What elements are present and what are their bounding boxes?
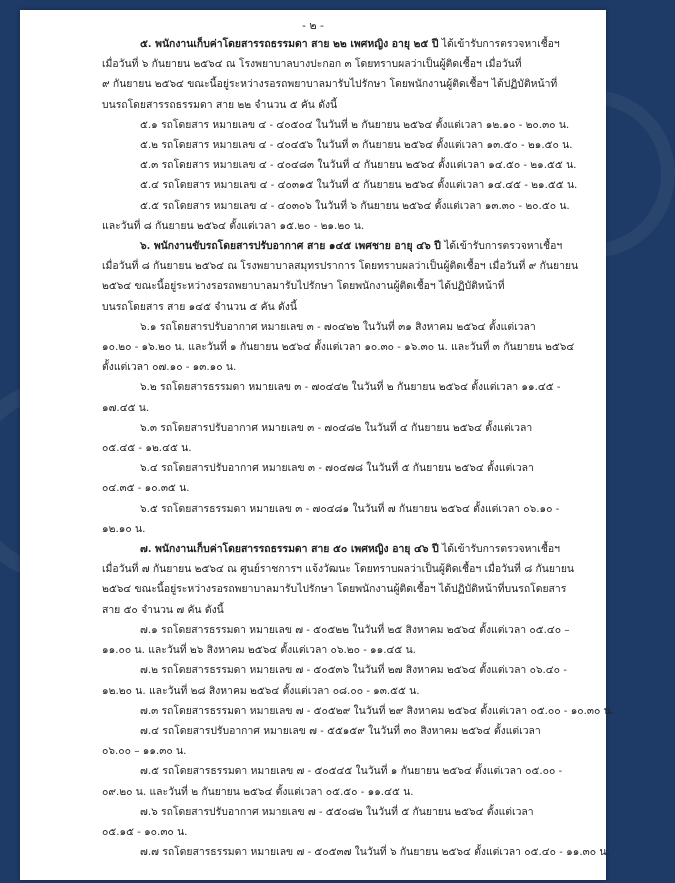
bus-item: ๕.๔ รถโดยสาร หมายเลข ๔ - ๔๐๓๑๕ ในวันที่ ๕ กันยายน ๒๕๖๔ ตั้งแต่เวลา ๑๔.๔๕ - ๒๑.๕๕ น. — [140, 179, 578, 192]
section-body-line: ๒๕๖๔ ขณะนี้อยู่ระหว่างรอรถพยาบาลมารับไปรักษา โดยพนักงานผู้ติดเชื้อฯ ได้ปฏิบัติหน้าที่บนรถโดยสาร — [102, 583, 567, 596]
section-body-line: เมื่อวันที่ ๖ กันยายน ๒๕๖๔ ณ โรงพยาบาลบางปะกอก ๓ โดยทราบผลว่าเป็นผู้ติดเชื้อฯ เมื่อวันที่ — [102, 58, 522, 71]
bus-item: ๗.๔ รถโดยสารปรับอากาศ หมายเลข ๗ - ๕๕๑๕๙ ในวันที่ ๓๐ สิงหาคม ๒๕๖๔ ตั้งแต่เวลา — [140, 724, 541, 737]
section-body-line: สาย ๕๐ จำนวน ๗ คัน ดังนี้ — [102, 603, 224, 616]
bus-item: ๖.๑ รถโดยสารปรับอากาศ หมายเลข ๓ - ๗๐๔๒๒ ในวันที่ ๓๑ สิงหาคม ๒๕๖๔ ตั้งแต่เวลา — [140, 320, 536, 333]
page-number: - ๒ - — [302, 19, 324, 32]
bus-item-continuation: ๑๑.๐๐ น. และวันที่ ๒๖ สิงหาคม ๒๕๖๔ ตั้งแต่เวลา ๐๖.๒๐ - ๑๑.๔๕ น. — [102, 644, 416, 657]
section-body-line: บนรถโดยสารรถธรรมดา สาย ๒๒ จำนวน ๕ คัน ดังนี้ — [102, 98, 338, 111]
bus-item-continuation: ๑๐.๒๐ - ๑๖.๒๐ น. และวันที่ ๑ กันยายน ๒๕๖๔ ตั้งแต่เวลา ๑๐.๓๐ - ๑๖.๓๐ น. และวันที่ ๓ กันยายน ๒๕๖๔ — [102, 341, 575, 354]
section-trailer: และวันที่ ๘ กันยายน ๒๕๖๔ ตั้งแต่เวลา ๑๕.๒๐ - ๒๑.๒๐ น. — [102, 219, 365, 232]
bus-item: ๕.๒ รถโดยสาร หมายเลข ๔ - ๔๐๔๕๖ ในวันที่ ๓ กันยายน ๒๕๖๔ ตั้งแต่เวลา ๑๓.๕๐ - ๒๑.๕๐ น. — [140, 139, 573, 152]
document-page — [20, 10, 615, 880]
section-header-text: ได้เข้ารับการตรวจหาเชื้อฯ — [440, 240, 563, 253]
section-body-line: ๒๕๖๔ ขณะนี้อยู่ระหว่างรอรถพยาบาลมารับไปรักษา โดยพนักงานผู้ติดเชื้อฯ ได้ปฏิบัติหน้าที่ — [102, 280, 505, 293]
bus-item: ๗.๓ รถโดยสารธรรมดา หมายเลข ๗ - ๕๐๕๒๙ ในวันที่ ๒๙ สิงหาคม ๒๕๖๔ ตั้งแต่เวลา ๐๕.๐๐ - ๑๐.๓๐ น. — [140, 704, 615, 717]
bus-item: ๗.๑ รถโดยสารธรรมดา หมายเลข ๗ - ๕๐๕๒๒ ในวันที่ ๒๕ สิงหาคม ๒๕๖๔ ตั้งแต่เวลา ๐๕.๔๐ – — [140, 623, 570, 636]
section-header-bold: ๗. พนักงานเก็บค่าโดยสารรถธรรมดา สาย ๕๐ เพศหญิง อายุ ๔๖ ปี — [140, 543, 439, 556]
bus-item-continuation: ๐๖.๐๐ – ๑๑.๓๐ น. — [102, 745, 187, 758]
bus-item: ๕.๓ รถโดยสาร หมายเลข ๔ - ๔๐๔๘๓ ในวันที่ ๔ กันยายน ๒๕๖๔ ตั้งแต่เวลา ๑๔.๕๐ - ๒๑.๕๕ น. — [140, 159, 577, 172]
bus-item-continuation: ๐๕.๔๕ - ๑๒.๔๕ น. — [102, 442, 192, 455]
bus-item-continuation: ๑๗.๔๕ น. — [102, 401, 150, 414]
section-header-bold: ๕. พนักงานเก็บค่าโดยสารรถธรรมดา สาย ๒๒ เพศหญิง อายุ ๒๕ ปี — [140, 38, 439, 50]
bus-item: ๖.๒ รถโดยสารธรรมดา หมายเลข ๓ - ๗๐๔๔๒ ในวันที่ ๒ กันยายน ๒๕๖๔ ตั้งแต่เวลา ๑๑.๔๕ - — [140, 381, 561, 394]
bus-item: ๕.๑ รถโดยสาร หมายเลข ๔ - ๔๐๕๐๔ ในวันที่ ๒ กันยายน ๒๕๖๔ ตั้งแต่เวลา ๑๒.๑๐ - ๒๐.๓๐ น. — [140, 118, 570, 131]
bus-item-continuation: ๐๕.๑๕ - ๑๐.๓๐ น. — [102, 825, 188, 838]
bus-item-continuation: ๐๔.๓๕ - ๑๐.๓๕ น. — [102, 482, 190, 495]
bus-item: ๕.๕ รถโดยสาร หมายเลข ๔ - ๔๐๓๐๖ ในวันที่ ๖ กันยายน ๒๕๖๔ ตั้งแต่เวลา ๑๓.๓๐ - ๒๐.๕๐ น. — [140, 199, 570, 212]
bus-item-continuation: ๐๙.๒๐ น. และวันที่ ๒ กันยายน ๒๕๖๔ ตั้งแต่เวลา ๐๕.๕๐ - ๑๑.๔๕ น. — [102, 785, 414, 798]
bus-item-continuation: ตั้งแต่เวลา ๐๗.๑๐ - ๑๓.๑๐ น. — [102, 361, 237, 374]
section-body-line: เมื่อวันที่ ๘ กันยายน ๒๕๖๔ ณ โรงพยาบาลสมุทรปราการ โดยทราบผลว่าเป็นผู้ติดเชื้อฯ เมื่อวันที่ ๙ กันยายน — [102, 260, 579, 273]
document-content — [20, 30, 615, 862]
bus-item-continuation: ๑๒.๒๐ น. และวันที่ ๒๘ สิงหาคม ๒๕๖๔ ตั้งแต่เวลา ๐๘.๐๐ - ๑๓.๕๕ น. — [102, 684, 420, 697]
bus-item: ๗.๖ รถโดยสารปรับอากาศ หมายเลข ๗ - ๕๕๐๘๒ ในวันที่ ๕ กันยายน ๒๕๖๔ ตั้งแต่เวลา — [140, 805, 534, 818]
section-header-text: ได้เข้ารับการตรวจหาเชื้อฯ — [438, 543, 560, 556]
section-header — [102, 236, 564, 256]
bus-item: ๖.๕ รถโดยสารธรรมดา หมายเลข ๓ - ๗๐๔๘๑ ในวันที่ ๗ กันยายน ๒๕๖๔ ตั้งแต่เวลา ๐๖.๑๐ - — [140, 502, 560, 515]
section-header — [102, 539, 564, 559]
section-header — [102, 34, 564, 54]
section-header-bold: ๖. พนักงานขับรถโดยสารปรับอากาศ สาย ๑๔๕ เพศชาย อายุ ๔๖ ปี — [140, 240, 441, 253]
bus-item: ๗.๕ รถโดยสารธรรมดา หมายเลข ๗ - ๕๐๕๔๕ ในวันที่ ๑ กันยายน ๒๕๖๔ ตั้งแต่เวลา ๐๕.๐๐ - — [140, 765, 563, 778]
bus-item: ๖.๓ รถโดยสารปรับอากาศ หมายเลข ๓ - ๗๐๔๘๒ ในวันที่ ๔ กันยายน ๒๕๖๔ ตั้งแต่เวลา — [140, 421, 533, 434]
section-body-line: เมื่อวันที่ ๗ กันยายน ๒๕๖๔ ณ ศูนย์ราชการฯ แจ้งวัฒนะ โดยทราบผลว่าเป็นผู้ติดเชื้อฯ เมื่อวันที่ ๘ กันยายน — [102, 563, 575, 576]
section-header-text: ได้เข้ารับการตรวจหาเชื้อฯ — [438, 38, 560, 50]
section-body-line: บนรถโดยสาร สาย ๑๔๕ จำนวน ๕ คัน ดังนี้ — [102, 300, 297, 313]
bus-item: ๗.๗ รถโดยสารธรรมดา หมายเลข ๗ - ๕๐๕๓๗ ในวันที่ ๖ กันยายน ๒๕๖๔ ตั้งแต่เวลา ๐๕.๔๐ - ๑๑.๓๐ น. — [140, 846, 610, 859]
section-body-line: ๙ กันยายน ๒๕๖๔ ขณะนี้อยู่ระหว่างรอรถพยาบาลมารับไปรักษา โดยพนักงานผู้ติดเชื้อฯ ได้ปฏิบัติหน้าที่ — [102, 78, 558, 91]
bus-item: ๗.๒ รถโดยสารธรรมดา หมายเลข ๗ - ๕๐๕๓๖ ในวันที่ ๒๗ สิงหาคม ๒๕๖๔ ตั้งแต่เวลา ๐๖.๔๐ - — [140, 664, 567, 677]
bus-item: ๖.๔ รถโดยสารปรับอากาศ หมายเลข ๓ - ๗๐๔๗๘ ในวันที่ ๕ กันยายน ๒๕๖๔ ตั้งแต่เวลา — [140, 462, 534, 475]
bus-item-continuation: ๑๒.๑๐ น. — [102, 522, 146, 535]
